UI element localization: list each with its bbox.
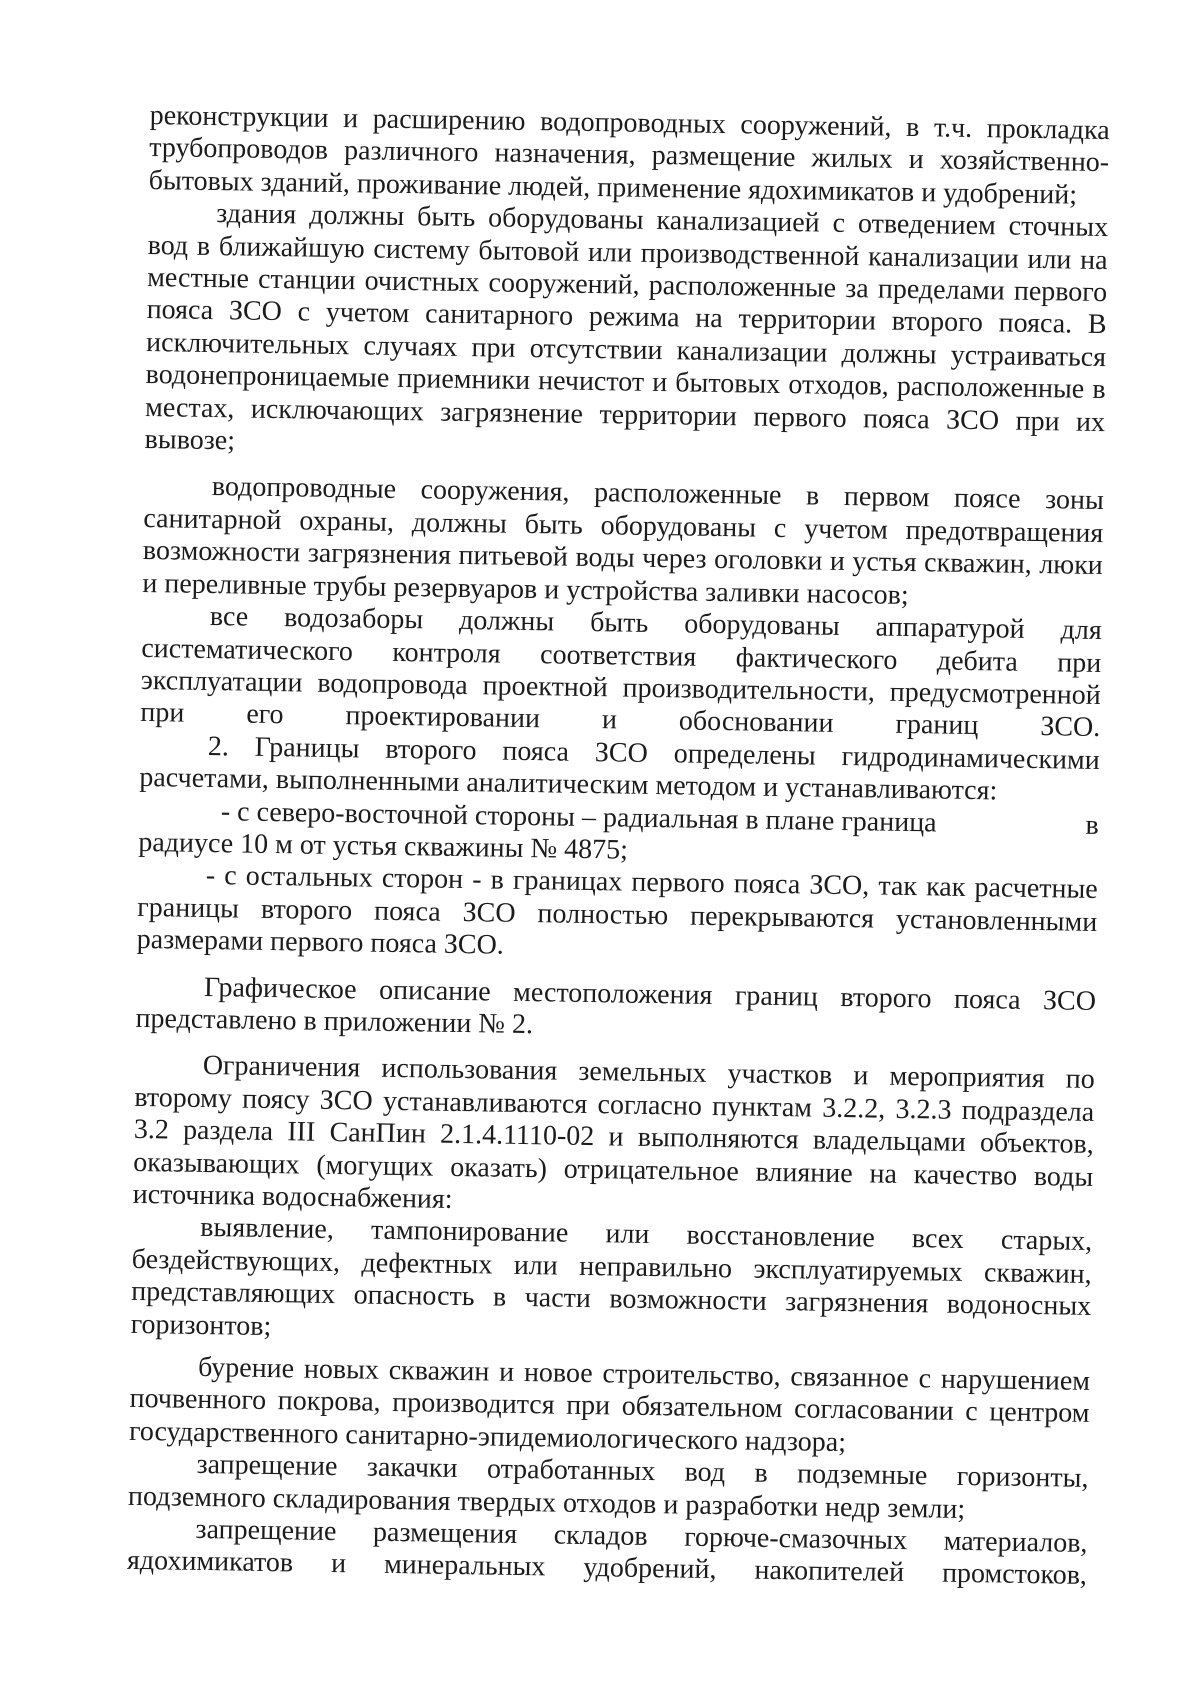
northeast-side-text: - с северо-восточной стороны – радиальная в плане граница (220, 795, 937, 838)
paragraph-other-sides: - с остальных сторон - в границах первого пояса ЗСО, так как расчетные границы второго пояса ЗСО полностью перекрываются установленными размерами первого пояса ЗСО. (136, 860, 1098, 961)
paragraph-wells-identification: выявление, тампонирование или восстановление всех старых, бездействующих, дефектных или неправильно эксплуатируемых скважин, представляющих опасность в части возможности загрязнения водоносных горизонтов; (130, 1212, 1093, 1342)
paragraph-water-structures: водопроводные сооружения, расположенные в первом поясе зоны санитарной охраны, должны быть оборудованы с учетом предотвращения возможности загрязнения питьевой воды через оголовки и устья скважин, люки и переливные трубы резервуаров и устройства заливки насосов; (142, 471, 1105, 611)
paragraph-land-restrictions: Ограничения использования земельных участков и мероприятия по второму поясу ЗСО устанавливаются согласно пунктам 3.2.2, 3.2.3 подраздела 3.2 раздела III СанПин 2.1.4.1110-02 и выполняются владельцами объектов, оказывающих (могущих оказать) отрицательное влияние на качество воды источника водоснабжения: (132, 1050, 1095, 1215)
paragraph-drilling: бурение новых скважин и новое строительство, связанное с нарушением почвенного покрова, производится при обязательном согласовании с центром государственного санитарно-эпидемиологического надзора; (128, 1351, 1091, 1458)
document-body (127, 100, 1110, 1593)
paragraph-storage-ban: запрещение размещения складов горюче-смазочных материалов, ядохимикатов и минеральных удобрений, накопителей промстоков, (126, 1513, 1088, 1592)
paragraph-second-belt-boundaries: 2. Границы второго пояса ЗСО определены гидродинамическими расчетами, выполненными аналитическим методом и устанавливаются: (139, 730, 1100, 807)
northeast-side-tail: в (1085, 809, 1099, 841)
paragraph-sewerage: здания должны быть оборудованы канализацией с отведением сточных вод в ближайшую систему бытовой или производственной канализации или на местные станции очистных сооружений, расположенные за пределами первого пояса ЗСО с учетом санитарного режима на территории второго пояса. В исключительных случаях при отсутствии канализации должны устраиваться водонепроницаемые приемники нечистот и бытовых отходов, расположенные в местах, исключающих загрязнение территории первого пояса ЗСО при их вывозе; (144, 198, 1109, 457)
paragraph-reconstruction: реконструкции и расширению водопроводных сооружений, в т.ч. прокладка трубопроводов различного назначения, размещение жилых и хозяйственно-бытовых зданий, проживание людей, применение ядохимикатов и удобрений; (148, 100, 1110, 211)
paragraph-injection-ban: запрещение закачки отработанных вод в подземные горизонты, подземного складирования твердых отходов и разработки недр земли; (127, 1449, 1089, 1525)
paragraph-graphic-description: Графическое описание местоположения границ второго пояса ЗСО представлено в приложении № 2. (135, 971, 1097, 1041)
northeast-side-continuation: радиусе 10 м от устья скважины № 4875; (138, 826, 629, 866)
paragraph-water-intakes: все водозаборы должны быть оборудованы аппаратурой для систематического контроля соответствия фактического дебита при эксплуатации водопровода проектной производительности, предусмотренной при его проектировании и обосновании границ ЗСО. (140, 601, 1103, 744)
